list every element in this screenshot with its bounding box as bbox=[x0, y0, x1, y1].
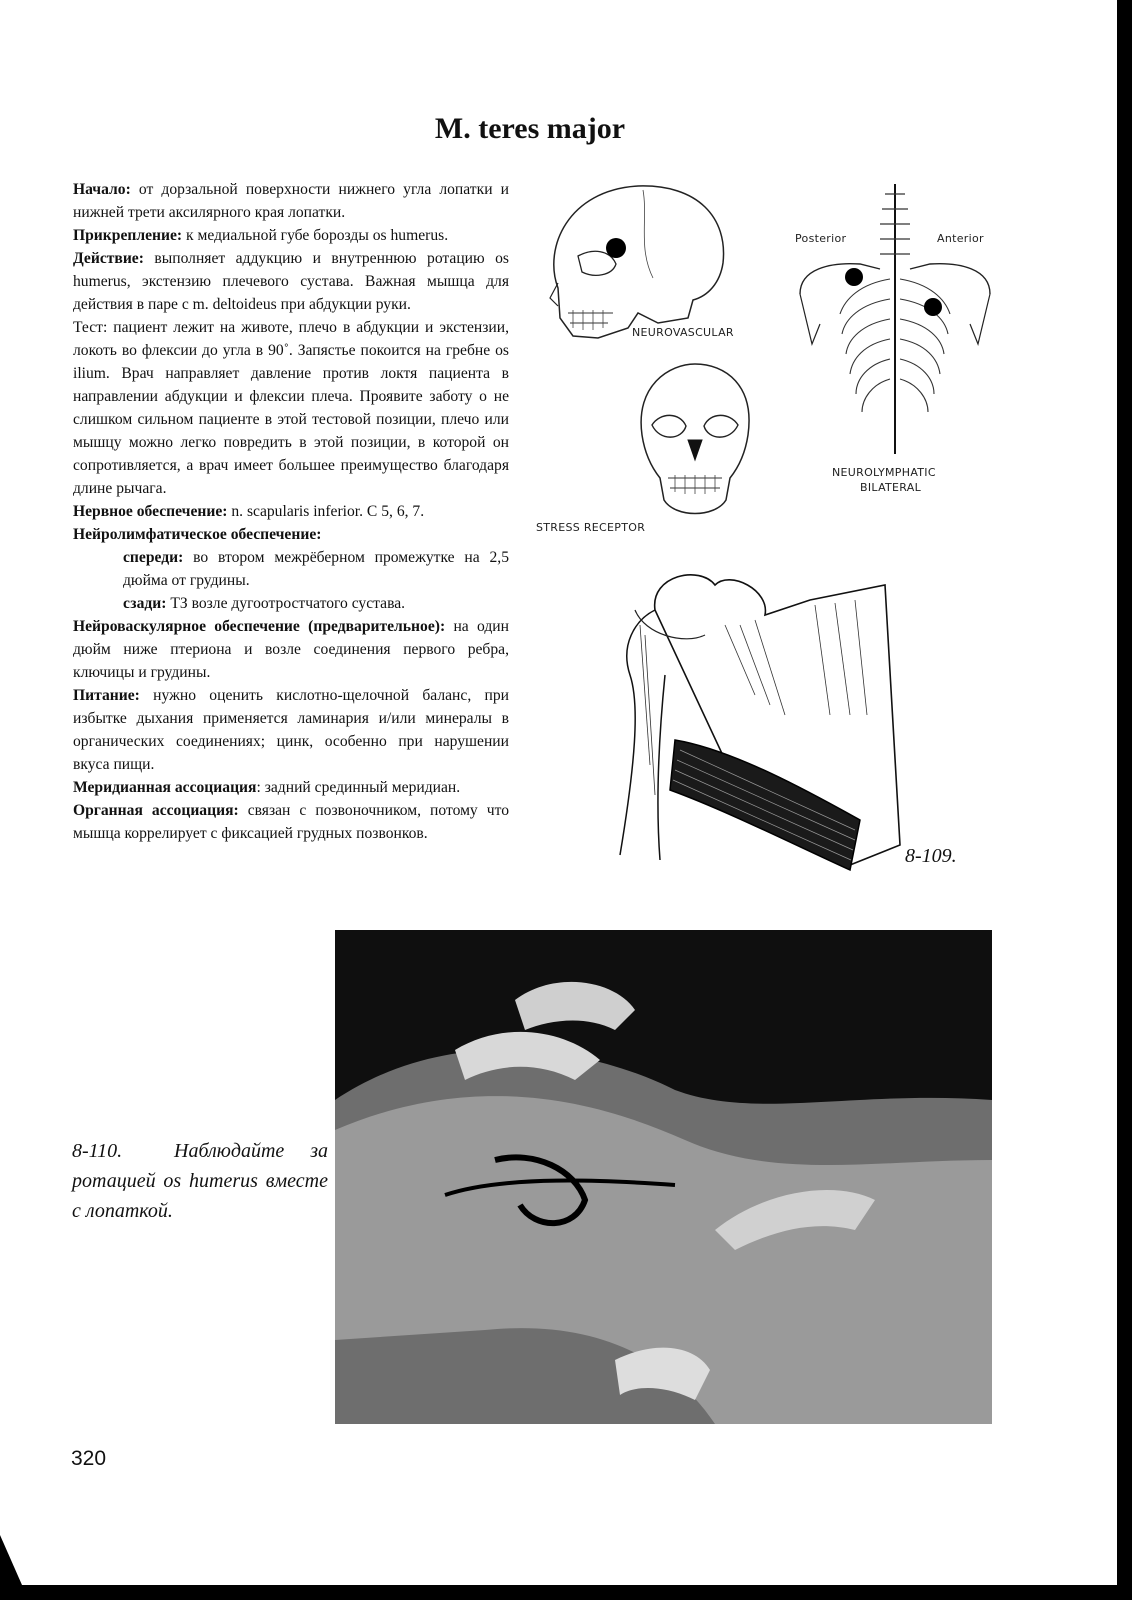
caption-text: Наблюдайте за ротацией os humerus вместе с лопаткой. bbox=[72, 1140, 328, 1222]
action-text: выполняет аддукцию и внутреннюю ротацию os humerus, экстензию плечевого сустава. Важная мышца для действия в паре с m. deltoideus при абдукции руки. bbox=[73, 250, 509, 313]
skull-frontal-illustration bbox=[630, 360, 760, 530]
page-number: 320 bbox=[71, 1447, 107, 1470]
neurovascular-paragraph bbox=[73, 615, 509, 684]
organ-paragraph bbox=[73, 799, 509, 845]
figure-number-muscle: 8-109. bbox=[905, 845, 957, 867]
neurovascular-point-icon bbox=[606, 238, 626, 258]
organ-text: связан с позвоночником, потому что мышца коррелирует с фиксацией грудных позвонков. bbox=[73, 802, 509, 842]
nerve-label: Нервное обеспечение: bbox=[73, 503, 228, 520]
test-paragraph: Тест: пациент лежит на животе, плечо в абдукции и экстензии, локоть во флексии до угла в 90˚. Запястье покоится на гребне os ilium. Врач направляет давление против локтя пациента в направлении абдукции и флексии плеча. Проявите заботу о не слишком сильном пациенте в этой тестовой позиции, плечо или мышцу можно легко повредить в этой позиции, в которой он сопротивляется, а врач имеет большее преимущество благодаря длине рычага. bbox=[73, 319, 509, 497]
meridian-text: : задний срединный меридиан. bbox=[256, 779, 461, 796]
nutrition-text: нужно оценить кислотно-щелочной баланс, при избытке дыхания применяется ламинария и/или минералы в органических соединениях; цинк, особенно при нарушении вкуса пищи. bbox=[73, 687, 509, 773]
neurolymph-heading bbox=[73, 523, 509, 546]
caption-figure-number: 8-110. bbox=[72, 1140, 123, 1162]
anterior-label: Anterior bbox=[937, 232, 984, 245]
neurovascular-text: на один дюйм ниже птериона и возле соединения первого ребра, ключицы и грудины. bbox=[73, 618, 509, 681]
insertion-label: Прикрепление: bbox=[73, 227, 183, 244]
origin-paragraph bbox=[73, 178, 509, 224]
back-paragraph bbox=[73, 592, 509, 615]
neurovascular-label: NEUROVASCULAR bbox=[632, 326, 734, 339]
nutrition-label: Питание: bbox=[73, 687, 140, 704]
front-text: во втором межрёберном промежутке на 2,5 дюйма от грудины. bbox=[123, 549, 509, 589]
spine-torso-drawing bbox=[790, 184, 1000, 459]
manual-muscle-test-photo bbox=[335, 930, 992, 1424]
front-paragraph bbox=[73, 546, 509, 592]
posterior-label: Posterior bbox=[795, 232, 847, 245]
nutrition-paragraph bbox=[73, 684, 509, 776]
scan-border-corner bbox=[0, 1535, 22, 1585]
organ-label: Органная ассоциация: bbox=[73, 802, 239, 819]
nerve-text: n. scapularis inferior. C 5, 6, 7. bbox=[227, 503, 425, 520]
scan-border-bottom bbox=[0, 1585, 1132, 1600]
posterior-point-icon bbox=[845, 268, 863, 286]
neurolymph-label: Нейролимфатическое обеспечение: bbox=[73, 526, 322, 543]
back-label: сзади: bbox=[123, 595, 167, 612]
teres-major-illustration bbox=[615, 565, 915, 890]
origin-label: Начало: bbox=[73, 181, 131, 198]
page-title: M. teres major bbox=[434, 112, 626, 145]
nerve-paragraph bbox=[73, 500, 509, 523]
anterior-point-icon bbox=[924, 298, 942, 316]
insertion-text: к медиальной губе борозды os humerus. bbox=[182, 227, 449, 244]
neurovascular-label: Нейроваскулярное обеспечение (предварительное): bbox=[73, 618, 446, 635]
action-paragraph bbox=[73, 247, 509, 316]
photo-caption bbox=[72, 1136, 328, 1226]
muscle-description bbox=[73, 178, 509, 845]
origin-text: от дорзальной поверхности нижнего угла лопатки и нижней трети аксилярного края лопатки. bbox=[73, 181, 509, 221]
scan-border-right bbox=[1117, 0, 1132, 1600]
spine-torso-illustration bbox=[790, 184, 1000, 459]
meridian-paragraph bbox=[73, 776, 509, 799]
stress-receptor-label: STRESS RECEPTOR bbox=[536, 521, 646, 534]
action-label: Действие: bbox=[73, 250, 144, 267]
front-label: спереди: bbox=[123, 549, 184, 566]
bilateral-label: BILATERAL bbox=[860, 481, 922, 494]
insertion-paragraph bbox=[73, 224, 509, 247]
skull-frontal-drawing bbox=[630, 360, 760, 530]
back-text: ТЗ возле дугоотростчатого сустава. bbox=[166, 595, 406, 612]
photo-drawing bbox=[335, 930, 992, 1424]
teres-major-drawing bbox=[615, 565, 915, 890]
neurolymphatic-label: NEUROLYMPHATIC bbox=[832, 466, 936, 479]
meridian-label: Меридианная ассоциация bbox=[73, 779, 257, 796]
